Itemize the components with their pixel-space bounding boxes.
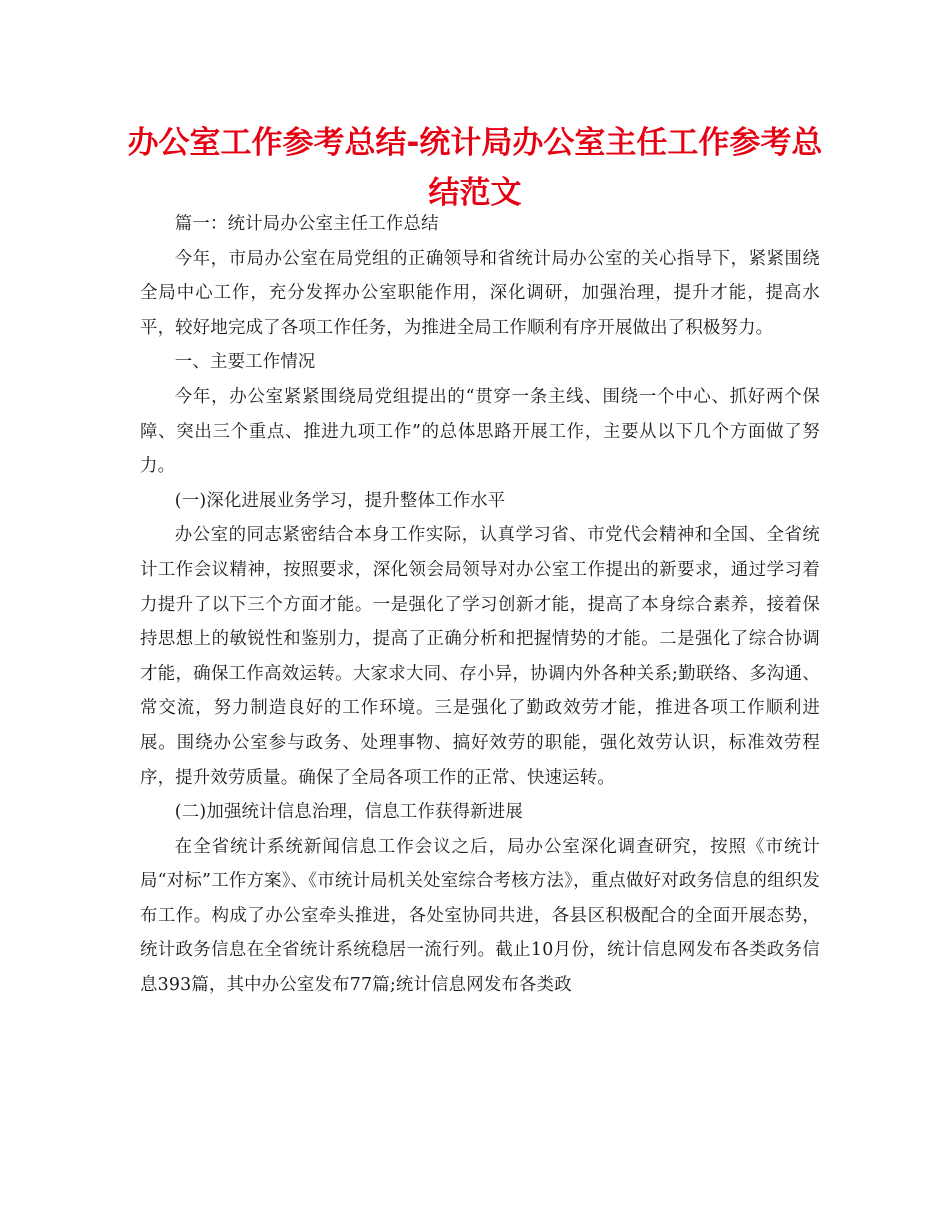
- section-heading-part-one: 篇一：统计局办公室主任工作总结: [174, 214, 439, 234]
- document-body: [140, 207, 820, 1003]
- subsection-heading-2: (二)加强统计信息治理，信息工作获得新进展: [174, 802, 523, 823]
- section-heading-main-work: 一、主要工作情况: [174, 352, 316, 373]
- paragraph-study: 办公室的同志紧密结合本身工作实际，认真学习省、市党代会精神和全国、全省统计工作会议精神，按照要求，深化领会局领导对办公室工作提出的新要求，通过学习着力提升了以下三个方面才能。一是强化了学习创新才能，提高了本身综合素养，接着保持思想上的敏锐性和鉴别力，提高了正确分析和把握情势的才能。二是强化了综合协调才能，确保工作高效运转。大家求大同、存小异，协调内外各种关系;勤联络、多沟通、常交流，努力制造良好的工作环境。三是强化了勤政效劳才能，推进各项工作顺利进展。围绕办公室参与政务、处理事物、搞好效劳的职能，强化效劳认识，标准效劳程序，提升效劳质量。确保了全局各项工作的正常、快速运转。: [140, 525, 820, 788]
- subsection-heading-1: (一)深化进展业务学习，提升整体工作水平: [174, 490, 506, 511]
- paragraph-overall-approach: 今年，办公室紧紧围绕局党组提出的“贯穿一条主线、围绕一个中心、抓好两个保障、突出三个重点、推进九项工作”的总体思路开展工作，主要从以下几个方面做了努力。: [140, 386, 820, 477]
- paragraph-information: 在全省统计系统新闻信息工作会议之后，局办公室深化调查研究，按照《市统计局“对标”工作方案》、《市统计局机关处室综合考核方法》，重点做好对政务信息的组织发布工作。构成了办公室牵头推进，各处室协同共进，各县区积极配合的全面开展态势，统计政务信息在全省统计系统稳居一流行列。截止10月份，统计信息网发布各类政务信息393篇，其中办公室发布77篇;统计信息网发布各类政: [140, 836, 820, 996]
- paragraph-intro: 今年，市局办公室在局党组的正确领导和省统计局办公室的关心指导下，紧紧围绕全局中心工作，充分发挥办公室职能作用，深化调研，加强治理，提升才能，提高水平，较好地完成了各项工作任务，为推进全局工作顺利有序开展做出了积极努力。: [140, 248, 820, 338]
- document-title: 办公室工作参考总结-统计局办公室主任工作参考总结范文: [127, 125, 823, 211]
